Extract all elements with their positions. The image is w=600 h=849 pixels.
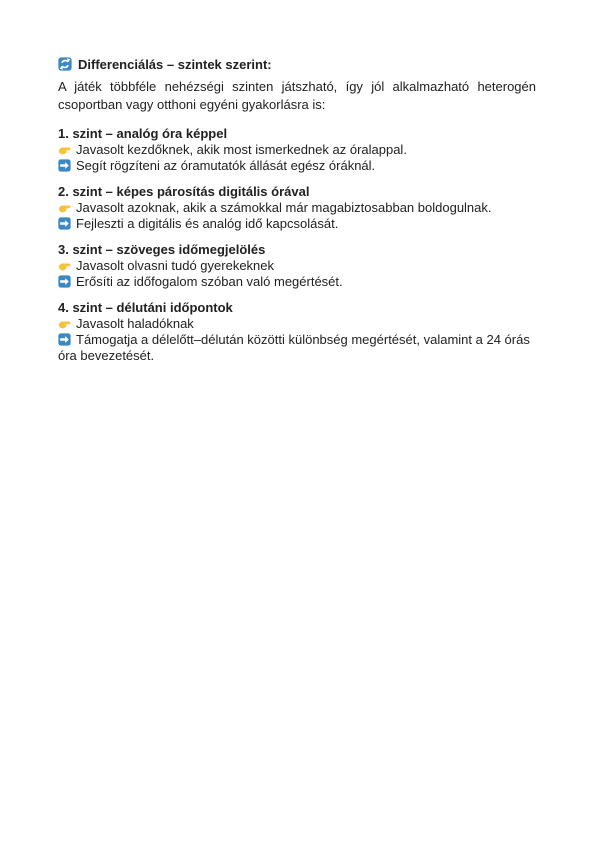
document-title-text: Differenciálás – szintek szerint: [78, 57, 272, 72]
bullet-text: Segít rögzíteni az óramutatók állását egész óráknál. [76, 158, 376, 173]
bullet-recommendation [58, 316, 536, 332]
bullet-recommendation [58, 258, 536, 274]
arrow-right-icon [58, 333, 71, 346]
section-heading: 4. szint – délutáni időpontok [58, 300, 233, 315]
bullet-benefit [58, 158, 536, 174]
pointing-right-icon [58, 317, 71, 330]
arrow-right-icon [58, 217, 71, 230]
section-level-2 [58, 184, 536, 232]
bullet-text: Javasolt azoknak, akik a számokkal már magabiztosabban boldogulnak. [76, 200, 492, 215]
document-title [58, 56, 536, 73]
section-level-1 [58, 126, 536, 174]
pointing-right-icon [58, 259, 71, 272]
pointing-right-icon [58, 201, 71, 214]
intro-paragraph: A játék többféle nehézségi szinten játszható, így jól alkalmazható heterogén csoportban vagy otthoni egyéni gyakorlásra is: [58, 79, 536, 112]
bullet-benefit [58, 274, 536, 290]
bullet-text: Fejleszti a digitális és analóg idő kapcsolását. [76, 216, 339, 231]
bullet-text: Javasolt haladóknak [76, 316, 194, 331]
bullet-benefit [58, 332, 536, 364]
bullet-benefit [58, 216, 536, 232]
bullet-recommendation [58, 200, 536, 216]
arrow-right-icon [58, 159, 71, 172]
section-heading: 3. szint – szöveges időmegjelölés [58, 242, 266, 257]
bullet-recommendation [58, 142, 536, 158]
bullet-text: Erősíti az időfogalom szóban való megértését. [76, 274, 343, 289]
bullet-text: Támogatja a délelőtt–délután közötti különbség megértését, valamint a 24 órás óra bevezetését. [58, 332, 530, 363]
pointing-right-icon [58, 143, 71, 156]
bullet-text: Javasolt kezdőknek, akik most ismerkednek az óralappal. [76, 142, 407, 157]
section-level-3 [58, 242, 536, 290]
section-heading: 1. szint – analóg óra képpel [58, 126, 228, 141]
arrow-right-icon [58, 275, 71, 288]
section-heading: 2. szint – képes párosítás digitális órával [58, 184, 310, 199]
counterclockwise-arrows-icon [58, 57, 72, 71]
bullet-text: Javasolt olvasni tudó gyerekeknek [76, 258, 275, 273]
section-level-4 [58, 300, 536, 364]
